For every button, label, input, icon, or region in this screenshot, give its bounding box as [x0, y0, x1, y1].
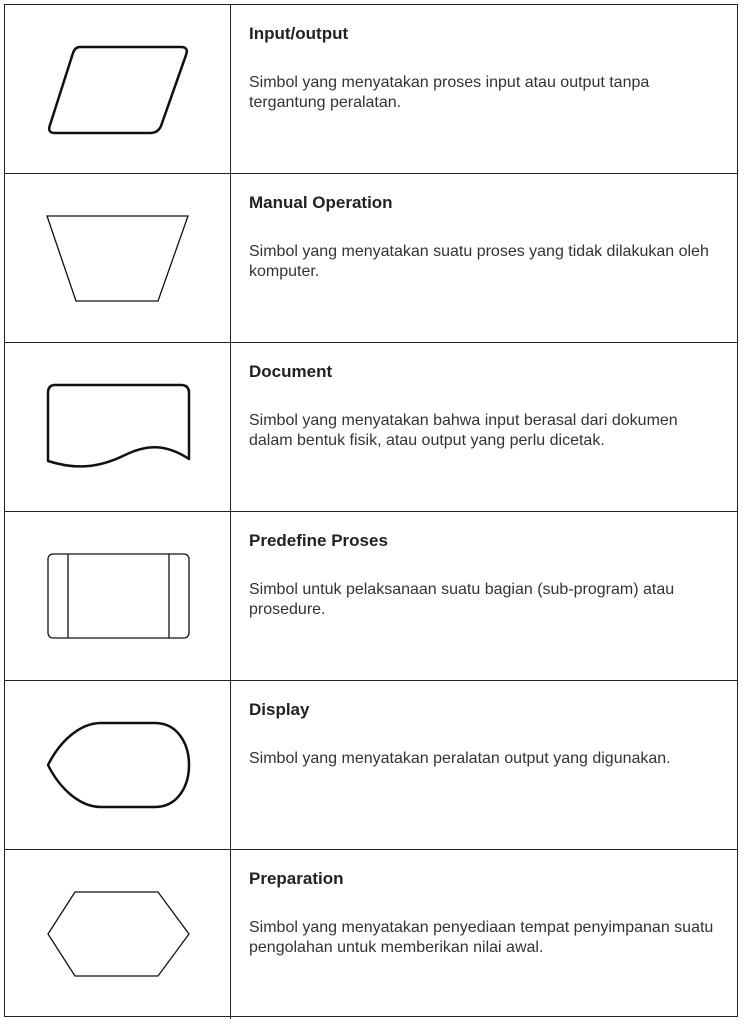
symbol-cell	[5, 681, 231, 849]
description-cell	[249, 869, 719, 958]
table-row-display	[5, 681, 737, 850]
symbol-description: Simbol yang menyatakan proses input atau output tanpa tergantung peralatan.	[249, 74, 650, 111]
symbol-cell	[5, 512, 231, 680]
description-cell	[249, 362, 719, 451]
description-cell	[249, 24, 719, 113]
flowchart-symbols-table	[4, 4, 738, 1017]
symbol-title: Document	[249, 362, 333, 381]
manual-operation-trapezoid-icon	[5, 174, 231, 342]
symbol-description: Simbol yang menyatakan bahwa input berasal dari dokumen dalam bentuk fisik, atau output yang perlu dicetak.	[249, 412, 678, 449]
symbol-title: Display	[249, 700, 310, 719]
symbol-description: Simbol untuk pelaksanaan suatu bagian (sub-program) atau prosedure.	[249, 581, 675, 618]
symbol-cell	[5, 5, 231, 173]
preparation-hexagon-icon	[5, 850, 231, 1018]
symbol-title: Manual Operation	[249, 193, 393, 212]
symbol-title: Input/output	[249, 24, 349, 43]
symbol-cell	[5, 174, 231, 342]
symbol-title: Predefine Proses	[249, 531, 388, 550]
symbol-description: Simbol yang menyatakan peralatan output yang digunakan.	[249, 750, 671, 767]
symbol-cell	[5, 343, 231, 511]
predefined-process-rectangle-icon	[5, 512, 231, 680]
description-cell	[249, 700, 719, 769]
symbol-description: Simbol yang menyatakan suatu proses yang tidak dilakukan oleh komputer.	[249, 243, 709, 280]
table-row-manual-operation	[5, 174, 737, 343]
symbol-description: Simbol yang menyatakan penyediaan tempat penyimpanan suatu pengolahan untuk memberikan nilai awal.	[249, 919, 714, 956]
symbol-title: Preparation	[249, 869, 344, 888]
table-row-input-output	[5, 5, 737, 174]
display-shape-icon	[5, 681, 231, 849]
description-cell	[249, 193, 719, 282]
table-row-predefine-proses	[5, 512, 737, 681]
description-cell	[249, 531, 719, 620]
input-output-parallelogram-icon	[5, 5, 231, 173]
table-row-preparation	[5, 850, 737, 1019]
table-row-document	[5, 343, 737, 512]
symbol-cell	[5, 850, 231, 1019]
document-wavy-icon	[5, 343, 231, 511]
